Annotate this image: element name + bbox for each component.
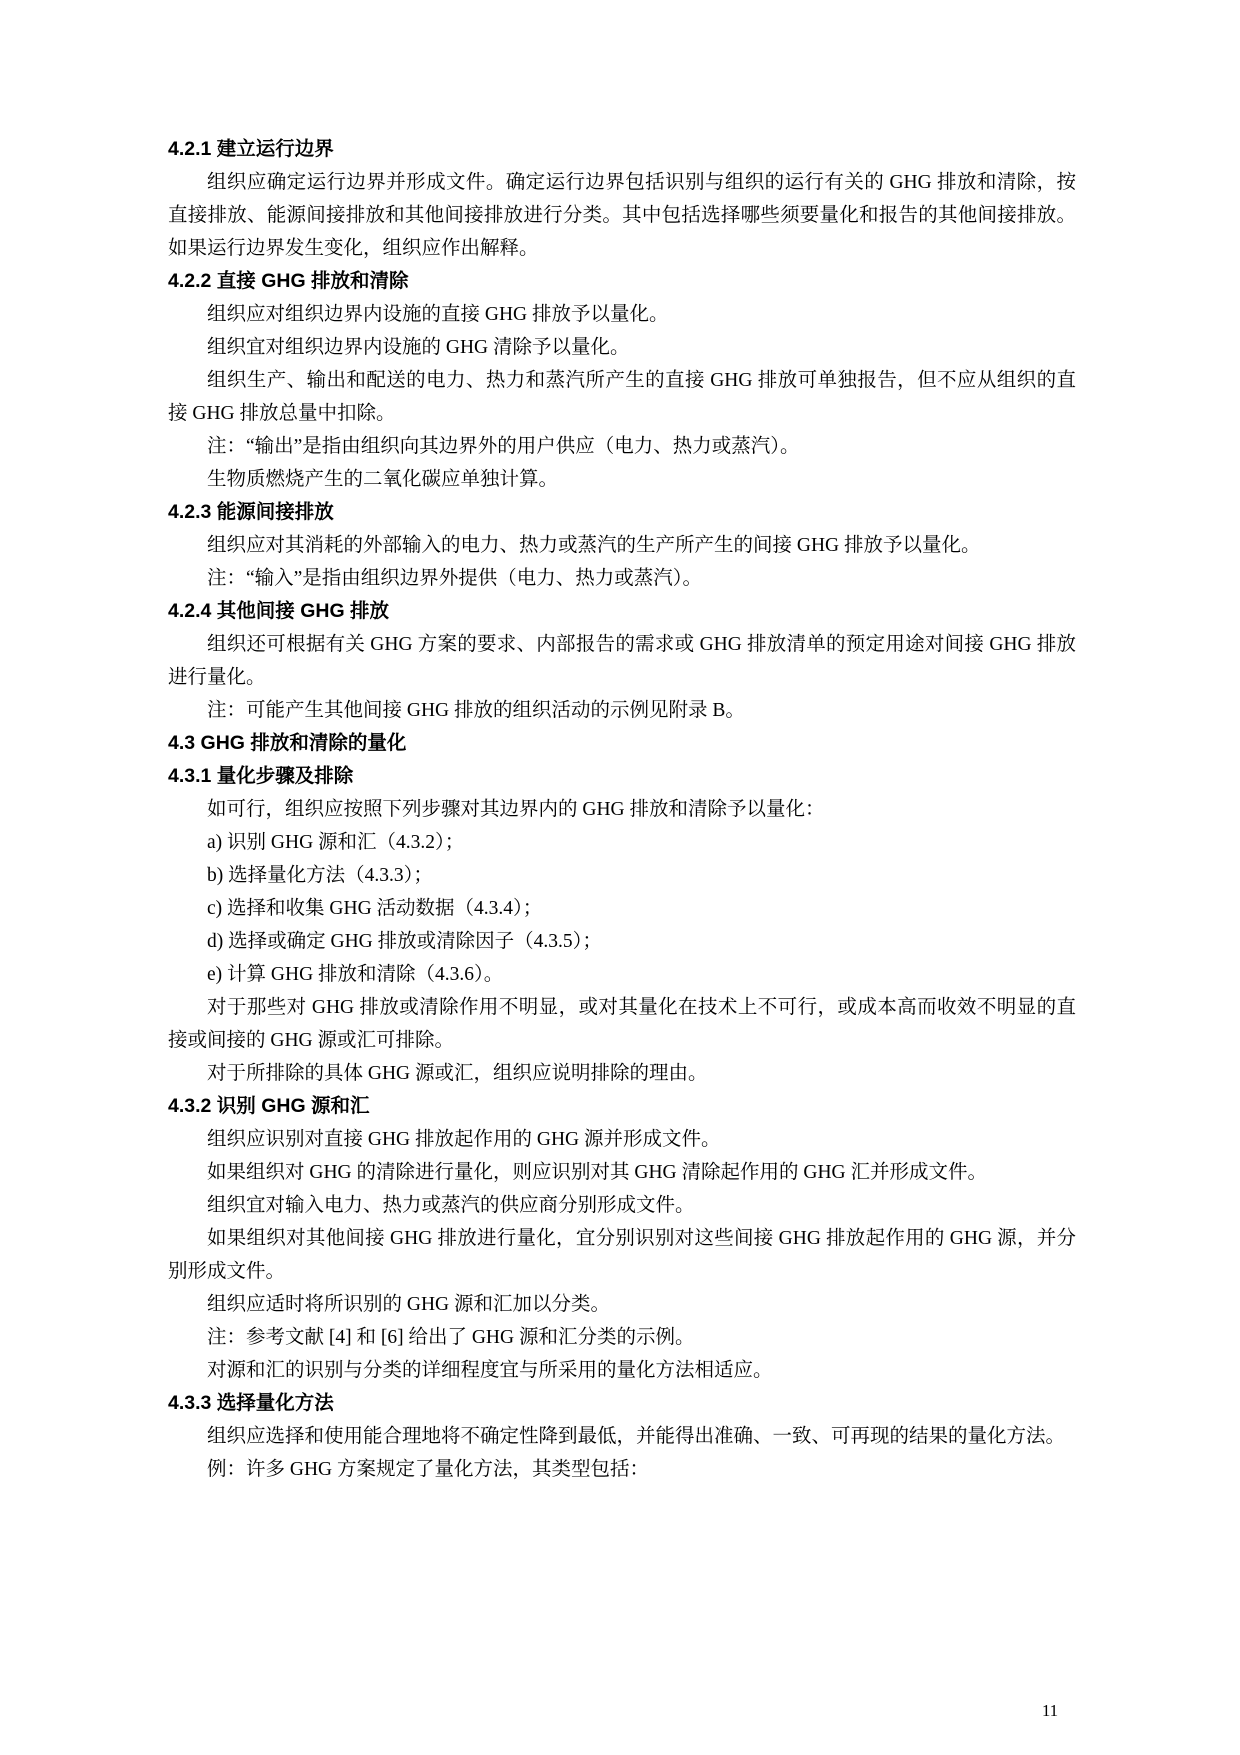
list-item: d) 选择或确定 GHG 排放或清除因子（4.3.5）； bbox=[207, 931, 602, 952]
paragraph: 组织应确定运行边界并形成文件。确定运行边界包括识别与组织的运行有关的 GHG 排放和清除，按直接排放、能源间接排放和其他间接排放进行分类。其中包括选择哪些须要量化和报告的其他间接排放。如果运行边界发生变化，组织应作出解释。 bbox=[168, 172, 1076, 259]
paragraph: 组织应适时将所识别的 GHG 源和汇加以分类。 bbox=[207, 1294, 610, 1315]
section-heading: 4.2.2 直接 GHG 排放和清除 bbox=[168, 270, 409, 292]
paragraph: 组织宜对组织边界内设施的 GHG 清除予以量化。 bbox=[207, 337, 630, 358]
section-heading: 4.2.3 能源间接排放 bbox=[168, 501, 334, 523]
paragraph: 组织应识别对直接 GHG 排放起作用的 GHG 源并形成文件。 bbox=[207, 1129, 721, 1150]
paragraph: 如果组织对 GHG 的清除进行量化，则应识别对其 GHG 清除起作用的 GHG 汇并形成文件。 bbox=[207, 1162, 987, 1183]
document-content bbox=[168, 133, 1076, 1486]
section-heading: 4.3 GHG 排放和清除的量化 bbox=[168, 732, 407, 754]
section-heading: 4.2.1 建立运行边界 bbox=[168, 138, 334, 160]
paragraph: 组织应对组织边界内设施的直接 GHG 排放予以量化。 bbox=[207, 304, 669, 325]
paragraph: 生物质燃烧产生的二氧化碳应单独计算。 bbox=[207, 469, 559, 490]
paragraph: 如果组织对其他间接 GHG 排放进行量化，宜分别识别对这些间接 GHG 排放起作用的 GHG 源，并分别形成文件。 bbox=[168, 1228, 1076, 1282]
list-item: e) 计算 GHG 排放和清除（4.3.6）。 bbox=[207, 964, 504, 985]
paragraph: 组织宜对输入电力、热力或蒸汽的供应商分别形成文件。 bbox=[207, 1195, 695, 1216]
section-heading: 4.3.3 选择量化方法 bbox=[168, 1392, 334, 1414]
paragraph: 如可行，组织应按照下列步骤对其边界内的 GHG 排放和清除予以量化： bbox=[207, 799, 825, 820]
list-item: b) 选择量化方法（4.3.3）； bbox=[207, 865, 433, 886]
paragraph: 对源和汇的识别与分类的详细程度宜与所采用的量化方法相适应。 bbox=[207, 1360, 773, 1381]
list-item: a) 识别 GHG 源和汇（4.3.2）； bbox=[207, 832, 465, 853]
note-paragraph: 注：“输出”是指由组织向其边界外的用户供应（电力、热力或蒸汽）。 bbox=[207, 436, 800, 457]
note-paragraph: 注：“输入”是指由组织边界外提供（电力、热力或蒸汽）。 bbox=[207, 568, 703, 589]
note-paragraph: 注：可能产生其他间接 GHG 排放的组织活动的示例见附录 B。 bbox=[207, 700, 745, 721]
section-heading: 4.2.4 其他间接 GHG 排放 bbox=[168, 600, 390, 622]
paragraph: 组织应选择和使用能合理地将不确定性降到最低，并能得出准确、一致、可再现的结果的量化方法。 bbox=[207, 1426, 1066, 1447]
paragraph: 组织还可根据有关 GHG 方案的要求、内部报告的需求或 GHG 排放清单的预定用途对间接 GHG 排放进行量化。 bbox=[168, 634, 1076, 688]
list-item: c) 选择和收集 GHG 活动数据（4.3.4）； bbox=[207, 898, 543, 919]
paragraph: 组织应对其消耗的外部输入的电力、热力或蒸汽的生产所产生的间接 GHG 排放予以量化。 bbox=[207, 535, 981, 556]
paragraph: 例：许多 GHG 方案规定了量化方法，其类型包括： bbox=[207, 1459, 649, 1480]
paragraph: 对于那些对 GHG 排放或清除作用不明显，或对其量化在技术上不可行，或成本高而收效不明显的直接或间接的 GHG 源或汇可排除。 bbox=[168, 997, 1076, 1051]
paragraph: 对于所排除的具体 GHG 源或汇，组织应说明排除的理由。 bbox=[207, 1063, 708, 1084]
page-number: 11 bbox=[1041, 1701, 1059, 1720]
paragraph: 组织生产、输出和配送的电力、热力和蒸汽所产生的直接 GHG 排放可单独报告，但不应从组织的直接 GHG 排放总量中扣除。 bbox=[168, 370, 1076, 424]
section-heading: 4.3.2 识别 GHG 源和汇 bbox=[168, 1095, 370, 1117]
section-heading: 4.3.1 量化步骤及排除 bbox=[168, 765, 354, 787]
note-paragraph: 注：参考文献 [4] 和 [6] 给出了 GHG 源和汇分类的示例。 bbox=[207, 1327, 695, 1348]
